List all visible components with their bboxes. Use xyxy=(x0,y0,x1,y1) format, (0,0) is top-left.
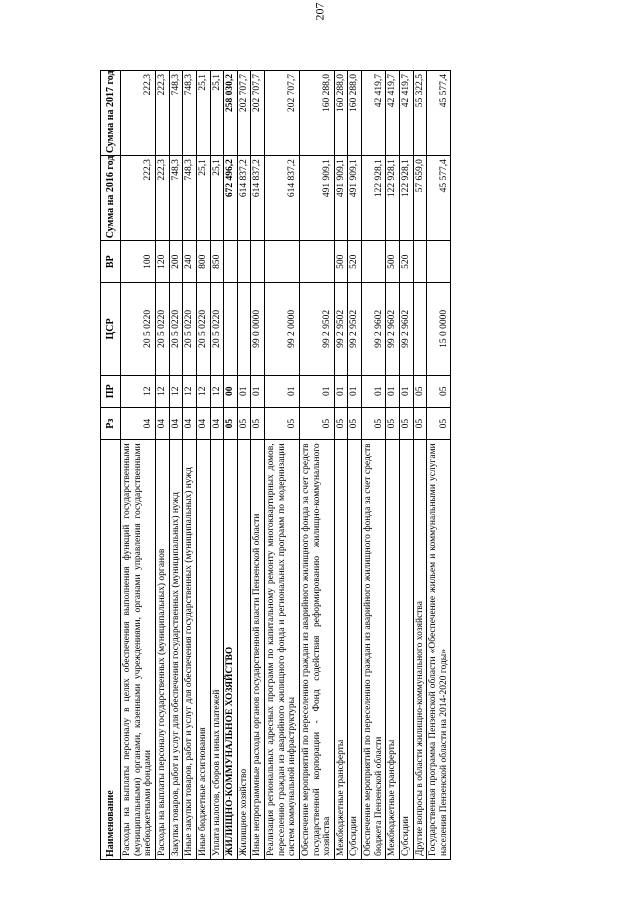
row-pr: 01 xyxy=(399,375,413,407)
row-name: Межбюджетные трансферты xyxy=(334,440,348,860)
row-rz: 05 xyxy=(362,407,386,439)
row-vr xyxy=(413,241,427,283)
row-pr: 01 xyxy=(334,375,348,407)
row-sum-2017: 42 419,7 xyxy=(362,71,386,156)
row-sum-2016: 57 659,0 xyxy=(413,156,427,241)
row-sum-2016: 122 928,1 xyxy=(362,156,386,241)
row-vr: 520 xyxy=(399,241,413,283)
table-row xyxy=(196,71,210,860)
row-sum-2017: 42 419,7 xyxy=(386,71,400,156)
row-vr xyxy=(237,241,251,283)
row-sum-2017: 25,1 xyxy=(196,71,210,156)
row-name: Уплата налогов, сборов и иных платежей xyxy=(210,440,224,860)
row-sum-2016: 122 928,1 xyxy=(386,156,400,241)
table-row xyxy=(413,71,427,860)
row-sum-2016: 672 496,2 xyxy=(224,156,238,241)
row-sum-2017: 55 322,5 xyxy=(413,71,427,156)
row-sum-2017: 222,3 xyxy=(121,71,156,156)
row-sum-2016: 491 909,1 xyxy=(348,156,362,241)
row-pr: 05 xyxy=(427,375,451,407)
row-sum-2017: 202 707,7 xyxy=(237,71,251,156)
row-name: Межбюджетные трансферты xyxy=(386,440,400,860)
row-sum-2017: 42 419,7 xyxy=(399,71,413,156)
row-rz: 04 xyxy=(196,407,210,439)
row-csr: 20 5 0220 xyxy=(210,283,224,375)
table-row xyxy=(210,71,224,860)
row-sum-2016: 491 909,1 xyxy=(334,156,348,241)
row-name: Иные непрограммные расходы органов государственной власти Пензенской области xyxy=(251,440,265,860)
row-sum-2016: 222,3 xyxy=(121,156,156,241)
row-csr: 99 2 9602 xyxy=(386,283,400,375)
row-sum-2017: 748,3 xyxy=(169,71,183,156)
row-name: Закупка товаров, работ и услуг для обеспечения государственных (муниципальных) нужд xyxy=(169,440,183,860)
row-rz: 05 xyxy=(251,407,265,439)
table-row xyxy=(362,71,386,860)
row-sum-2017: 160 288,0 xyxy=(334,71,348,156)
row-pr: 12 xyxy=(196,375,210,407)
row-sum-2017: 748,3 xyxy=(183,71,197,156)
header-rz: Рз xyxy=(101,407,121,439)
row-pr: 01 xyxy=(348,375,362,407)
row-vr xyxy=(299,241,334,283)
row-rz: 05 xyxy=(399,407,413,439)
row-csr: 99 2 9502 xyxy=(348,283,362,375)
row-vr: 120 xyxy=(156,241,170,283)
row-name: Другие вопросы в области жилищно-коммунального хозяйства xyxy=(413,440,427,860)
budget-table xyxy=(100,70,451,860)
row-rz: 05 xyxy=(413,407,427,439)
row-name: Государственная программа Пензенской области «Обеспечение жильем и коммунальными услугами населения Пензенской области на 2014-2020 годы» xyxy=(427,440,451,860)
header-sum-2016: Сумма на 2016 год xyxy=(101,156,121,241)
row-pr: 12 xyxy=(183,375,197,407)
table-row xyxy=(224,71,238,860)
row-vr: 500 xyxy=(334,241,348,283)
row-sum-2016: 491 909,1 xyxy=(299,156,334,241)
row-pr: 01 xyxy=(386,375,400,407)
row-name: Реализация региональных адресных программ по капитальному ремонту многоквартирных домов, переселению граждан из аварийного жилищного фонда и региональных программ по модернизации систем коммунальной инфраструктуры xyxy=(265,440,300,860)
row-rz: 04 xyxy=(169,407,183,439)
table-row xyxy=(399,71,413,860)
row-sum-2016: 614 837,2 xyxy=(251,156,265,241)
table-row xyxy=(156,71,170,860)
row-rz: 05 xyxy=(224,407,238,439)
row-rz: 05 xyxy=(348,407,362,439)
row-sum-2017: 45 577,4 xyxy=(427,71,451,156)
row-name: Иные бюджетные ассигнования xyxy=(196,440,210,860)
row-sum-2017: 222,3 xyxy=(156,71,170,156)
row-rz: 05 xyxy=(299,407,334,439)
table-row xyxy=(121,71,156,860)
row-name: Расходы на выплаты персоналу в целях обеспечения выполнения функций государственными (муниципальными) органами, казенными учреждениями, органами управления государственными внебюджетными фондами xyxy=(121,440,156,860)
row-vr: 200 xyxy=(169,241,183,283)
row-sum-2016: 45 577,4 xyxy=(427,156,451,241)
row-csr xyxy=(224,283,238,375)
row-pr: 00 xyxy=(224,375,238,407)
row-vr: 100 xyxy=(121,241,156,283)
row-pr: 01 xyxy=(251,375,265,407)
row-pr: 05 xyxy=(413,375,427,407)
row-sum-2016: 748,3 xyxy=(169,156,183,241)
row-csr: 20 5 0220 xyxy=(121,283,156,375)
header-vr: ВР xyxy=(101,241,121,283)
row-pr: 12 xyxy=(210,375,224,407)
row-csr: 99 0 0000 xyxy=(251,283,265,375)
row-vr: 850 xyxy=(210,241,224,283)
header-name: Наименование xyxy=(101,440,121,860)
row-rz: 05 xyxy=(265,407,300,439)
row-pr: 01 xyxy=(299,375,334,407)
table-row xyxy=(183,71,197,860)
row-vr: 520 xyxy=(348,241,362,283)
row-csr: 99 2 9602 xyxy=(399,283,413,375)
table-body xyxy=(121,71,451,860)
row-sum-2017: 160 288,0 xyxy=(348,71,362,156)
row-vr xyxy=(427,241,451,283)
row-sum-2016: 614 837,2 xyxy=(265,156,300,241)
row-vr: 500 xyxy=(386,241,400,283)
row-pr: 01 xyxy=(237,375,251,407)
row-vr xyxy=(362,241,386,283)
row-csr: 99 2 9502 xyxy=(299,283,334,375)
row-name: Субсидии xyxy=(399,440,413,860)
row-csr xyxy=(237,283,251,375)
row-rz: 05 xyxy=(334,407,348,439)
row-rz: 04 xyxy=(156,407,170,439)
header-csr: ЦСР xyxy=(101,283,121,375)
row-sum-2017: 25,1 xyxy=(210,71,224,156)
row-name: Иные закупки товаров, работ и услуг для обеспечения государственных (муниципальных) нужд xyxy=(183,440,197,860)
row-csr: 20 5 0220 xyxy=(183,283,197,375)
row-sum-2017: 160 288,0 xyxy=(299,71,334,156)
header-sum-2017: Сумма на 2017 год xyxy=(101,71,121,156)
row-csr: 20 5 0220 xyxy=(156,283,170,375)
row-name: ЖИЛИЩНО-КОММУНАЛЬНОЕ ХОЗЯЙСТВО xyxy=(224,440,238,860)
table-row xyxy=(251,71,265,860)
row-sum-2017: 258 030,2 xyxy=(224,71,238,156)
row-csr xyxy=(413,283,427,375)
row-vr xyxy=(224,241,238,283)
row-vr: 240 xyxy=(183,241,197,283)
row-sum-2016: 222,3 xyxy=(156,156,170,241)
table-row xyxy=(265,71,300,860)
row-sum-2016: 25,1 xyxy=(196,156,210,241)
row-sum-2016: 748,3 xyxy=(183,156,197,241)
row-sum-2016: 614 837,2 xyxy=(237,156,251,241)
row-pr: 01 xyxy=(362,375,386,407)
table-header-row xyxy=(101,71,121,860)
row-csr: 20 5 0220 xyxy=(196,283,210,375)
rotated-table-wrapper xyxy=(100,70,550,860)
table-row xyxy=(237,71,251,860)
row-sum-2016: 25,1 xyxy=(210,156,224,241)
row-csr: 99 2 9602 xyxy=(362,283,386,375)
table-row xyxy=(427,71,451,860)
row-rz: 05 xyxy=(386,407,400,439)
page-number: 207 xyxy=(312,2,327,21)
table-row xyxy=(334,71,348,860)
header-pr: ПР xyxy=(101,375,121,407)
row-vr xyxy=(265,241,300,283)
row-rz: 05 xyxy=(237,407,251,439)
row-name: Обеспечение мероприятий по переселению граждан из аварийного жилищного фонда за счет средств государственной корпорации - Фонд содействия реформированию жилищно-коммунального хозяйства xyxy=(299,440,334,860)
row-vr: 800 xyxy=(196,241,210,283)
table-row xyxy=(348,71,362,860)
row-pr: 12 xyxy=(156,375,170,407)
row-name: Обеспечение мероприятий по переселению граждан из аварийного жилищного фонда за счет средств бюджета Пензенской области xyxy=(362,440,386,860)
row-rz: 04 xyxy=(121,407,156,439)
row-sum-2016: 122 928,1 xyxy=(399,156,413,241)
row-rz: 05 xyxy=(427,407,451,439)
row-name: Жилищное хозяйство xyxy=(237,440,251,860)
row-csr: 15 0 0000 xyxy=(427,283,451,375)
row-sum-2017: 202 707,7 xyxy=(265,71,300,156)
row-name: Расходы на выплаты персоналу государственных (муниципальных) органов xyxy=(156,440,170,860)
row-rz: 04 xyxy=(183,407,197,439)
row-vr xyxy=(251,241,265,283)
row-rz: 04 xyxy=(210,407,224,439)
row-pr: 01 xyxy=(265,375,300,407)
row-sum-2017: 202 707,7 xyxy=(251,71,265,156)
row-csr: 99 2 0000 xyxy=(265,283,300,375)
table-row xyxy=(299,71,334,860)
row-csr: 99 2 9502 xyxy=(334,283,348,375)
row-csr: 20 5 0220 xyxy=(169,283,183,375)
row-name: Субсидии xyxy=(348,440,362,860)
row-pr: 12 xyxy=(121,375,156,407)
table-row xyxy=(169,71,183,860)
table-row xyxy=(386,71,400,860)
row-pr: 12 xyxy=(169,375,183,407)
